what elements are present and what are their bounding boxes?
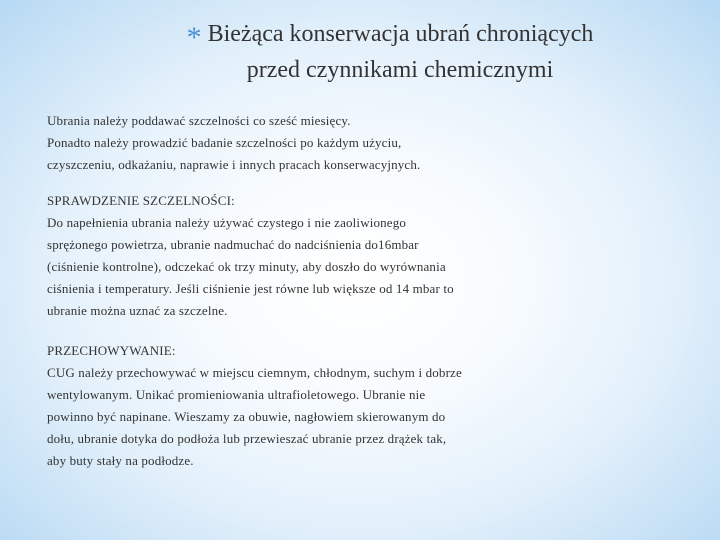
intro-line: czyszczeniu, odkażaniu, naprawie i innych pracach konserwacyjnych. [47,157,421,172]
leak-test-line: (ciśnienie kontrolne), odczekać ok trzy minuty, aby doszło do wyrównania [47,259,446,274]
storage-line: aby buty stały na podłodze. [47,453,194,468]
leak-test-line: Do napełnienia ubrania należy używać czystego i nie zaoliwionego [47,215,407,230]
intro-line: Ponadto należy prowadzić badanie szczelności po każdym użyciu, [47,135,402,150]
storage-section [47,340,567,472]
leak-test-line: sprężonego powietrza, ubranie nadmuchać do nadciśnienia do16mbar [47,237,419,252]
title-line-1: Bieżąca konserwacja ubrań chroniących [207,21,594,47]
intro-line: Ubrania należy poddawać szczelności co sześć miesięcy. [47,113,351,128]
slide-title [0,18,720,86]
title-line-2: przed czynnikami chemicznymi [246,57,554,83]
storage-line: CUG należy przechowywać w miejscu ciemnym, chłodnym, suchym i dobrze [47,365,462,380]
leak-test-section [47,190,567,322]
leak-test-line: ciśnienia i temperatury. Jeśli ciśnienie jest równe lub większe od 14 mbar to [47,281,454,296]
title-bullet: * [186,21,202,54]
leak-test-line: ubranie można uznać za szczelne. [47,303,228,318]
storage-heading: PRZECHOWYWANIE: [47,343,176,358]
storage-line: wentylowanym. Unikać promieniowania ultrafioletowego. Ubranie nie [47,387,426,402]
storage-line: dołu, ubranie dotyka do podłoża lub przewieszać ubranie przez drążek tak, [47,431,447,446]
leak-test-heading: SPRAWDZENIE SZCZELNOŚCI: [47,193,235,208]
storage-line: powinno być napinane. Wieszamy za obuwie, nagłowiem skierowanym do [47,409,446,424]
slide-body [47,110,567,472]
intro-paragraph [47,110,567,176]
